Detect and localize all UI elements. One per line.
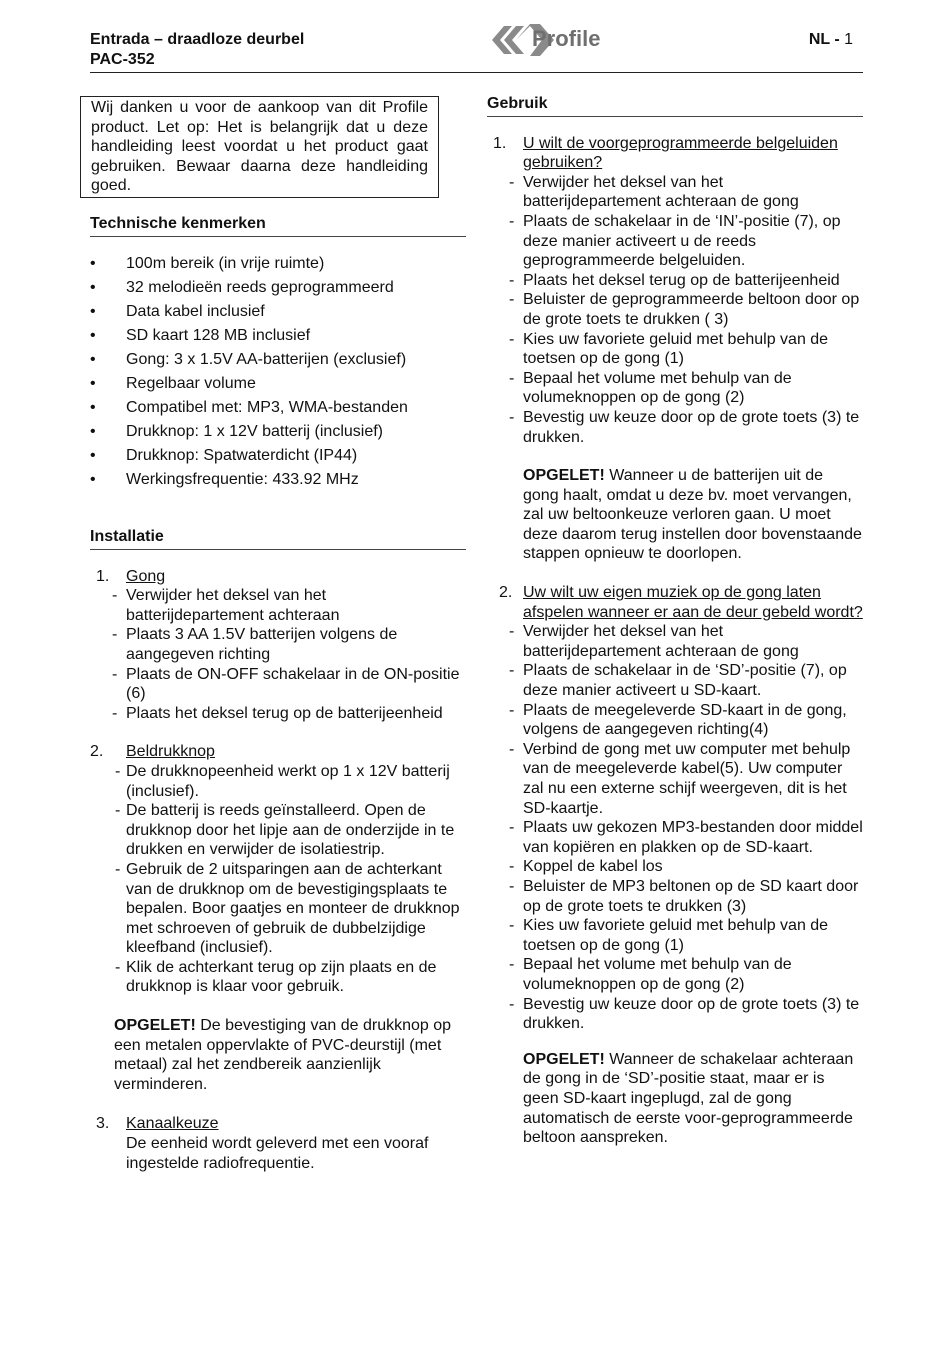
step-item <box>487 701 863 740</box>
dash-icon: - <box>115 802 121 820</box>
step-item <box>90 625 466 664</box>
step-text: Verwijder het deksel van het batterijdepartement achteraan de gong <box>523 623 799 660</box>
dash-icon: - <box>509 858 515 876</box>
dash-icon: - <box>509 662 515 680</box>
dash-icon: - <box>509 917 515 935</box>
step-number: 2. <box>499 584 513 602</box>
step-item <box>487 212 863 271</box>
step-text: De eenheid wordt geleverd met een vooraf ingestelde radiofrequentie. <box>126 1135 429 1172</box>
usage-step-own-music <box>487 583 863 622</box>
step-text: Plaats het deksel terug op de batterijeenheid <box>126 704 443 722</box>
tech-item <box>90 300 466 324</box>
bullet-icon: • <box>90 374 96 392</box>
tech-section <box>90 214 466 492</box>
bullet-icon: • <box>90 470 96 488</box>
step-text: Kies uw favoriete geluid met behulp van de toetsen op de gong (1) <box>523 330 829 368</box>
title-line-2: PAC-352 <box>90 51 155 68</box>
dash-icon: - <box>509 956 515 974</box>
step-text: Plaats de ON-OFF schakelaar in de ON-positie (6) <box>126 665 460 703</box>
dash-icon: - <box>115 762 121 780</box>
step-number: 3. <box>96 1115 110 1133</box>
tech-item <box>90 276 466 300</box>
step-item <box>487 271 863 291</box>
title-line-1: Entrada – draadloze deurbel <box>90 31 305 48</box>
tech-item <box>90 444 466 468</box>
usage-warning-1 <box>487 466 863 564</box>
install-section <box>90 527 466 1173</box>
step-item <box>487 955 863 994</box>
step-text: Bevestig uw keuze door op de grote toets (3) te drukken. <box>523 408 860 446</box>
step-text: Gebruik de 2 uitsparingen aan de achterkant van de drukknop om de bevestigingsplaats te bepalen. Boor gaatjes en monteer de drukknop met schroeven of gebruik de dubbelzijdige kleefband (inclusief). <box>126 860 460 957</box>
install-heading: Installatie <box>90 527 466 550</box>
preset-step-list <box>487 173 863 447</box>
own-music-step-list <box>487 622 863 1033</box>
step-item <box>487 622 863 661</box>
step-text: Bevestig uw keuze door op de grote toets (3) te drukken. <box>523 995 860 1033</box>
dash-icon: - <box>112 626 118 644</box>
bullet-icon: • <box>90 350 96 368</box>
step-item <box>90 860 466 958</box>
step-title: U wilt de voorgeprogrammeerde belgeluiden gebruiken? <box>523 134 838 172</box>
step-item <box>90 586 466 625</box>
dash-icon: - <box>115 860 121 878</box>
step-item <box>487 290 863 329</box>
tech-item <box>90 348 466 372</box>
dash-icon: - <box>509 291 515 309</box>
dash-icon: - <box>509 819 515 837</box>
install-step-beldrukknop <box>90 742 466 762</box>
warning-label: OPGELET! <box>114 1017 196 1035</box>
usage-step-preset <box>487 134 863 173</box>
step-item <box>487 995 863 1034</box>
tech-item-text: Werkingsfrequentie: 433.92 MHz <box>126 470 359 488</box>
dash-icon: - <box>112 587 118 605</box>
step-text: Bepaal het volume met behulp van de volumeknoppen op de gong (2) <box>523 369 792 407</box>
tech-item-text: 100m bereik (in vrije ruimte) <box>126 254 325 272</box>
intro-notice-text: Wij danken u voor de aankoop van dit Profile product. Let op: Het is belangrijk dat u deze handleiding leest voordat u het product gaat gebruiken. Bewaar daarna deze handleiding goed. <box>91 99 428 195</box>
dash-icon: - <box>509 995 515 1013</box>
step-title: Uw wilt uw eigen muziek op de gong laten afspelen wanneer er aan de deur gebeld wordt? <box>523 584 863 621</box>
bullet-icon: • <box>90 278 96 296</box>
install-warning <box>90 1016 466 1094</box>
step-text: Plaats de schakelaar in de ‘IN’-positie (7), op deze manier activeert u de reeds geprogrammeerde belgeluiden. <box>523 212 841 270</box>
warning-text: Wanneer u de batterijen uit de gong haalt, omdat u deze bv. moet vervangen, zal uw beltoonkeuze verloren gaan. U moet deze daarom terug instellen door bovenstaande stappen opnieuw te doorlopen. <box>523 467 862 563</box>
step-item <box>90 762 466 801</box>
tech-item <box>90 420 466 444</box>
step-text: De batterij is reeds geïnstalleerd. Open de drukknop door het lipje aan de onderzijde in te drukken en verwijder de isolatiestrip. <box>126 802 455 859</box>
step-item <box>487 877 863 916</box>
step-item <box>487 330 863 369</box>
step-item <box>487 916 863 955</box>
tech-item <box>90 396 466 420</box>
dash-icon: - <box>115 958 121 976</box>
step-item <box>487 857 863 877</box>
step-text: Koppel de kabel los <box>523 858 663 876</box>
step-number: 2. <box>90 743 104 761</box>
dash-icon: - <box>509 877 515 895</box>
beldrukknop-step-list <box>90 762 466 997</box>
step-text: Beluister de MP3 beltonen op de SD kaart door op de grote toets te drukken (3) <box>523 877 859 915</box>
step-text: Verwijder het deksel van het batterijdepartement achteraan de gong <box>523 173 799 211</box>
page-number <box>809 30 853 50</box>
step-title: Beldrukknop <box>126 743 215 761</box>
tech-list <box>90 252 466 492</box>
step-text: Verwijder het deksel van het batterijdepartement achteraan <box>126 587 340 624</box>
step-item <box>90 958 466 997</box>
profile-logo <box>490 14 610 66</box>
tech-item-text: Drukknop: 1 x 12V batterij (inclusief) <box>126 422 383 440</box>
dash-icon: - <box>509 271 515 289</box>
usage-heading: Gebruik <box>487 94 863 117</box>
tech-item <box>90 372 466 396</box>
step-item <box>487 369 863 408</box>
dash-icon: - <box>509 623 515 641</box>
step-item <box>90 704 466 724</box>
dash-icon: - <box>509 408 515 426</box>
step-text: De drukknopeenheid werkt op 1 x 12V batterij (inclusief). <box>126 762 450 800</box>
page-header <box>90 26 863 73</box>
tech-item-text: Regelbaar volume <box>126 374 256 392</box>
warning-text: De bevestiging van de drukknop op een metalen oppervlakte of PVC-deurstijl (met metaal) zal het zendbereik aanzienlijk verminderen. <box>114 1017 452 1093</box>
tech-heading: Technische kenmerken <box>90 214 466 237</box>
tech-item-text: Compatibel met: MP3, WMA-bestanden <box>126 398 408 416</box>
dash-icon: - <box>509 212 515 230</box>
bullet-icon: • <box>90 302 96 320</box>
step-title: Kanaalkeuze <box>126 1115 219 1133</box>
install-step-kanaalkeuze <box>90 1114 466 1173</box>
step-item <box>487 661 863 700</box>
tech-item-text: 32 melodieën reeds geprogrammeerd <box>126 278 394 296</box>
step-number: 1. <box>96 567 110 585</box>
dash-icon: - <box>509 701 515 719</box>
step-title: Gong <box>126 567 166 585</box>
step-item <box>90 665 466 704</box>
step-text: Verbind de gong met uw computer met behulp van de meegeleverde kabel(5). Uw computer zal nu een externe schijf weergeven, dit is het SD-kaartje. <box>523 740 851 817</box>
step-item <box>487 818 863 857</box>
intro-notice-box <box>80 96 439 198</box>
tech-item <box>90 324 466 348</box>
bullet-icon: • <box>90 254 96 272</box>
page-prefix: NL - <box>808 31 840 48</box>
install-step-gong <box>90 567 466 587</box>
dash-icon: - <box>509 330 515 348</box>
step-text: Plaats uw gekozen MP3-bestanden door middel van kopiëren en plakken op de SD-kaart. <box>523 819 863 856</box>
tech-item-text: Data kabel inclusief <box>126 302 265 320</box>
tech-item <box>90 252 466 276</box>
tech-item-text: SD kaart 128 MB inclusief <box>126 326 311 344</box>
bullet-icon: • <box>90 326 96 344</box>
step-text: Klik de achterkant terug op zijn plaats en de drukknop is klaar voor gebruik. <box>126 958 437 996</box>
step-item <box>90 801 466 860</box>
step-text: Plaats de meegeleverde SD-kaart in de gong, volgens de aangegeven richting(4) <box>523 701 847 739</box>
document-title <box>90 30 304 70</box>
page-number-value: 1 <box>844 31 853 48</box>
dash-icon: - <box>509 740 515 758</box>
usage-section <box>487 94 863 1148</box>
dash-icon: - <box>112 704 118 722</box>
dash-icon: - <box>509 369 515 387</box>
bullet-icon: • <box>90 398 96 416</box>
warning-label: OPGELET! <box>523 1050 605 1068</box>
tech-item-text: Gong: 3 x 1.5V AA-batterijen (exclusief) <box>126 350 407 368</box>
usage-warning-2 <box>487 1050 863 1148</box>
step-text: Bepaal het volume met behulp van de volumeknoppen op de gong (2) <box>523 956 792 993</box>
bullet-icon: • <box>90 422 96 440</box>
tech-item <box>90 468 466 492</box>
brand-text: Profile <box>532 26 601 51</box>
step-item <box>487 740 863 818</box>
step-item <box>487 408 863 447</box>
warning-label: OPGELET! <box>523 467 605 485</box>
step-text: Plaats 3 AA 1.5V batterijen volgens de aangegeven richting <box>126 626 398 663</box>
dash-icon: - <box>112 665 118 683</box>
gong-step-list <box>90 586 466 723</box>
dash-icon: - <box>509 173 515 191</box>
step-text: Beluister de geprogrammeerde beltoon door op de grote toets te drukken ( 3) <box>523 291 860 328</box>
step-number: 1. <box>493 134 507 152</box>
step-text: Kies uw favoriete geluid met behulp van de toetsen op de gong (1) <box>523 917 829 954</box>
bullet-icon: • <box>90 446 96 464</box>
step-text: Plaats het deksel terug op de batterijeenheid <box>523 271 840 289</box>
step-text: Plaats de schakelaar in de ‘SD’-positie (7), op deze manier activeert u SD-kaart. <box>523 662 847 700</box>
warning-text: Wanneer de schakelaar achteraan de gong in de ‘SD’-positie staat, maar er is geen SD-kaart ingeplugd, zal de gong automatisch de eerste voor-geprogrammeerde beltoon aanspreken. <box>523 1050 854 1147</box>
step-item <box>487 173 863 212</box>
tech-item-text: Drukknop: Spatwaterdicht (IP44) <box>126 446 358 464</box>
